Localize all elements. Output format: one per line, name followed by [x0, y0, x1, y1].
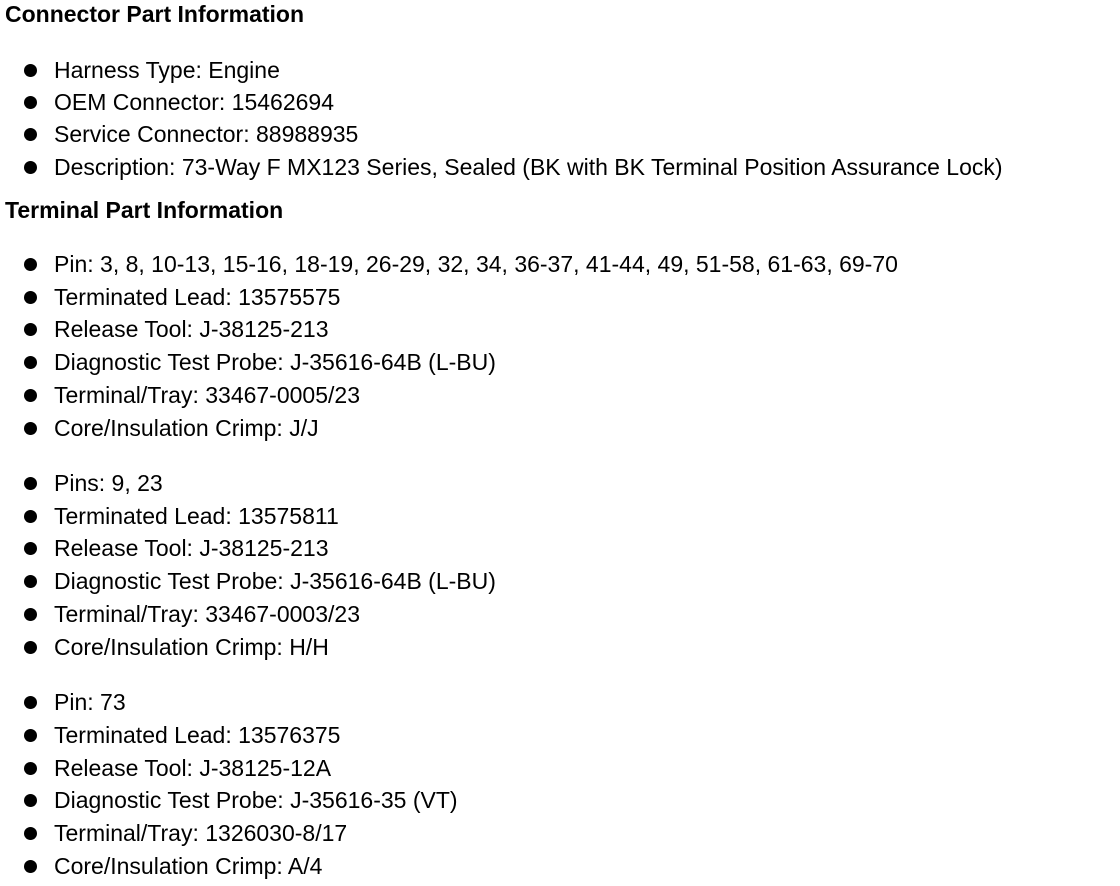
- bullet-icon: [24, 389, 37, 402]
- bullet-icon: [24, 542, 37, 555]
- bullet-icon: [24, 291, 37, 304]
- list-item: [0, 86, 1120, 118]
- list-item: [0, 248, 1120, 280]
- list-item-text: Pin: 73: [54, 689, 126, 715]
- bullet-icon: [24, 696, 37, 709]
- list-item-text: Harness Type: Engine: [54, 57, 280, 83]
- list-item-text: Release Tool: J-38125-213: [54, 316, 329, 342]
- bullet-icon: [24, 575, 37, 588]
- list-item-text: Terminated Lead: 13576375: [54, 722, 341, 748]
- list-item: [0, 467, 1120, 499]
- list-item-text: Description: 73-Way F MX123 Series, Sealed (BK with BK Terminal Position Assurance Lock): [54, 154, 1003, 180]
- bullet-icon: [24, 161, 37, 174]
- list-item: [0, 631, 1120, 663]
- list-item-text: Terminated Lead: 13575811: [54, 503, 339, 529]
- list-item-text: Release Tool: J-38125-12A: [54, 755, 332, 781]
- bullet-icon: [24, 356, 37, 369]
- list-item-text: Terminated Lead: 13575575: [54, 284, 341, 310]
- bullet-icon: [24, 762, 37, 775]
- list-item-text: Core/Insulation Crimp: H/H: [54, 634, 329, 660]
- list-item: [0, 565, 1120, 597]
- bullet-icon: [24, 96, 37, 109]
- list-item: [0, 719, 1120, 751]
- list-item-text: Pin: 3, 8, 10-13, 15-16, 18-19, 26-29, 32, 34, 36-37, 41-44, 49, 51-58, 61-63, 69-70: [54, 251, 898, 277]
- list-item: [0, 281, 1120, 313]
- list-item: [0, 313, 1120, 345]
- bullet-icon: [24, 641, 37, 654]
- list-item: [0, 54, 1120, 86]
- list-item: [0, 850, 1120, 882]
- list-item: [0, 752, 1120, 784]
- list-item: [0, 598, 1120, 630]
- list-item: [0, 412, 1120, 444]
- bullet-icon: [24, 510, 37, 523]
- list-item: [0, 817, 1120, 849]
- list-item: [0, 686, 1120, 718]
- list-item: [0, 118, 1120, 150]
- terminal-heading: Terminal Part Information: [5, 197, 284, 223]
- list-item-text: Diagnostic Test Probe: J-35616-35 (VT): [54, 787, 458, 813]
- bullet-icon: [24, 258, 37, 271]
- list-item-text: Terminal/Tray: 1326030-8/17: [54, 820, 348, 846]
- bullet-icon: [24, 128, 37, 141]
- bullet-icon: [24, 323, 37, 336]
- list-item-text: OEM Connector: 15462694: [54, 89, 335, 115]
- bullet-icon: [24, 422, 37, 435]
- list-item-text: Service Connector: 88988935: [54, 121, 359, 147]
- list-item-text: Core/Insulation Crimp: A/4: [54, 853, 323, 879]
- bullet-icon: [24, 729, 37, 742]
- bullet-icon: [24, 608, 37, 621]
- list-item: [0, 784, 1120, 816]
- list-item: [0, 500, 1120, 532]
- list-item-text: Diagnostic Test Probe: J-35616-64B (L-BU): [54, 349, 496, 375]
- list-item-text: Pins: 9, 23: [54, 470, 163, 496]
- bullet-icon: [24, 860, 37, 873]
- list-item-text: Release Tool: J-38125-213: [54, 535, 329, 561]
- bullet-icon: [24, 794, 37, 807]
- list-item: [0, 532, 1120, 564]
- bullet-icon: [24, 64, 37, 77]
- list-item-text: Terminal/Tray: 33467-0005/23: [54, 382, 360, 408]
- list-item: [0, 346, 1120, 378]
- list-item-text: Terminal/Tray: 33467-0003/23: [54, 601, 360, 627]
- list-item: [0, 379, 1120, 411]
- bullet-icon: [24, 827, 37, 840]
- connector-heading: Connector Part Information: [5, 1, 305, 27]
- list-item: [0, 151, 1120, 183]
- list-item-text: Core/Insulation Crimp: J/J: [54, 415, 319, 441]
- bullet-icon: [24, 477, 37, 490]
- list-item-text: Diagnostic Test Probe: J-35616-64B (L-BU): [54, 568, 496, 594]
